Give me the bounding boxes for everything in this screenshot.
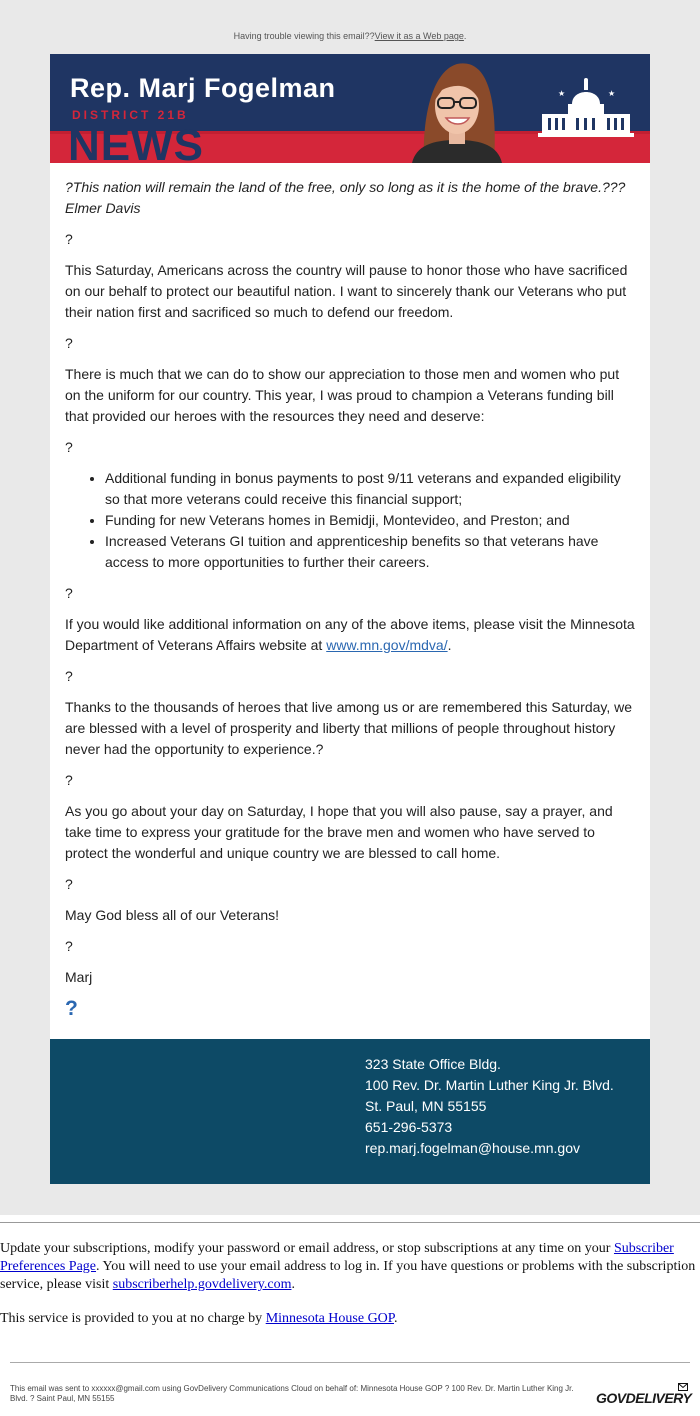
view-web-page-link[interactable]: View it as a Web page — [374, 31, 464, 41]
large-question-mark: ? — [65, 997, 78, 1020]
mdva-link[interactable]: www.mn.gov/mdva/ — [326, 637, 448, 653]
spacer-mark: ? — [65, 772, 73, 788]
paragraph-prayer: As you go about your day on Saturday, I hope that you will also pause, say a prayer, and take time to express your gratitude for the brave men and women who have served to protect the wonderful and unique country we are blessed to call home. — [65, 803, 613, 861]
paragraph-thanks: Thanks to the thousands of heroes that live among us or are remembered this Saturday, we are blessed with a level of prosperity and liberty that millions of people throughout history never had the opportunity to experience.? — [65, 699, 633, 757]
contact-address — [365, 1054, 614, 1159]
spacer-mark: ? — [65, 439, 73, 455]
service-provided-paragraph: This service is provided to you at no charge by Minnesota House GOP. — [0, 1311, 398, 1326]
spacer-mark: ? — [65, 876, 73, 892]
email-container — [50, 54, 650, 1184]
list-item: • Increased Veterans GI tuition and apprenticeship benefits so that veterans have access to more opportunities to further their careers. — [105, 531, 635, 573]
divider — [0, 1222, 700, 1223]
govdelivery-logo: GOVDELIVERY — [596, 1390, 692, 1406]
spacer-mark: ? — [65, 938, 73, 954]
spacer-mark: ? — [65, 231, 73, 247]
spacer-mark: ? — [65, 585, 73, 601]
address-line: 100 Rev. Dr. Martin Luther King Jr. Blvd. — [365, 1077, 614, 1093]
divider — [10, 1362, 690, 1363]
paragraph-appreciation: There is much that we can do to show our appreciation to those men and women who put on the uniform for our country. This year, I was proud to champion a Veterans funding bill that provided our heroes with the resources they need and deserve: — [65, 366, 620, 424]
funding-list — [65, 468, 635, 573]
opening-quote: ?This nation will remain the land of the free, only so long as it is the home of the brave.??? Elmer Davis — [65, 179, 626, 216]
subscriber-help-link[interactable]: subscriberhelp.govdelivery.com — [112, 1277, 292, 1292]
list-item: • Additional funding in bonus payments to post 9/11 veterans and expanded eligibility so that more veterans could receive this financial support; — [105, 468, 635, 510]
view-trouble-bar: Having trouble viewing this email??View it as a Web page. — [233, 31, 467, 41]
address-line: 323 State Office Bldg. — [365, 1056, 501, 1072]
newsletter-banner — [50, 54, 650, 163]
spacer-mark: ? — [65, 668, 73, 684]
fineprint: This email was sent to xxxxxx@gmail.com using GovDelivery Communications Cloud on behalf of: Minnesota House GOP ? 100 Rev. Dr. Martin Luther King Jr. Blvd. ? Saint Paul, MN 55155 — [10, 1384, 574, 1403]
representative-name: Rep. Marj Fogelman — [70, 73, 336, 103]
paragraph-blessing: May God bless all of our Veterans! — [65, 907, 279, 923]
envelope-icon — [678, 1383, 688, 1391]
contact-phone: 651-296-5373 — [365, 1119, 453, 1135]
trouble-text: Having trouble viewing this email?? — [233, 31, 375, 41]
contact-email: rep.marj.fogelman@house.mn.gov — [365, 1140, 580, 1156]
address-line: St. Paul, MN 55155 — [365, 1098, 487, 1114]
svg-text:★: ★ — [558, 89, 566, 98]
representative-portrait — [402, 54, 512, 163]
paragraph-info: If you would like additional information on any of the above items, please visit the Minnesota Department of Veterans Affairs website at www.mn.gov/mdva/. — [65, 616, 635, 653]
paragraph-intro: This Saturday, Americans across the country will pause to honor those who have sacrificed on our behalf to protect our beautiful nation. I want to sincerely thank our Veterans who put their nation first and sacrificed so much to defend our freedom. — [65, 262, 628, 320]
banner-news-text: NEWS — [68, 121, 204, 163]
capitol-building-icon — [538, 76, 634, 138]
spacer-mark: ? — [65, 335, 73, 351]
svg-text:★: ★ — [608, 89, 616, 98]
contact-footer — [50, 1039, 650, 1184]
subscriber-preferences-link[interactable]: Subscriber Preferences Page — [0, 1241, 674, 1274]
email-body — [50, 163, 650, 1039]
signature: Marj — [65, 969, 93, 985]
district-label: DISTRICT 21B — [72, 108, 189, 122]
subscription-paragraph: Update your subscriptions, modify your password or email address, or stop subscriptions at any time on your Subscriber Preferences Page. You will need to use your email address to log in. If you have questions or problems with the subscription service, please visit subscriberhelp.govdelivery.com. — [0, 1241, 696, 1292]
minnesota-house-gop-link[interactable]: Minnesota House GOP — [265, 1311, 395, 1326]
subscription-notice — [0, 1240, 700, 1344]
list-item: • Funding for new Veterans homes in Bemidji, Montevideo, and Preston; and — [105, 510, 635, 531]
